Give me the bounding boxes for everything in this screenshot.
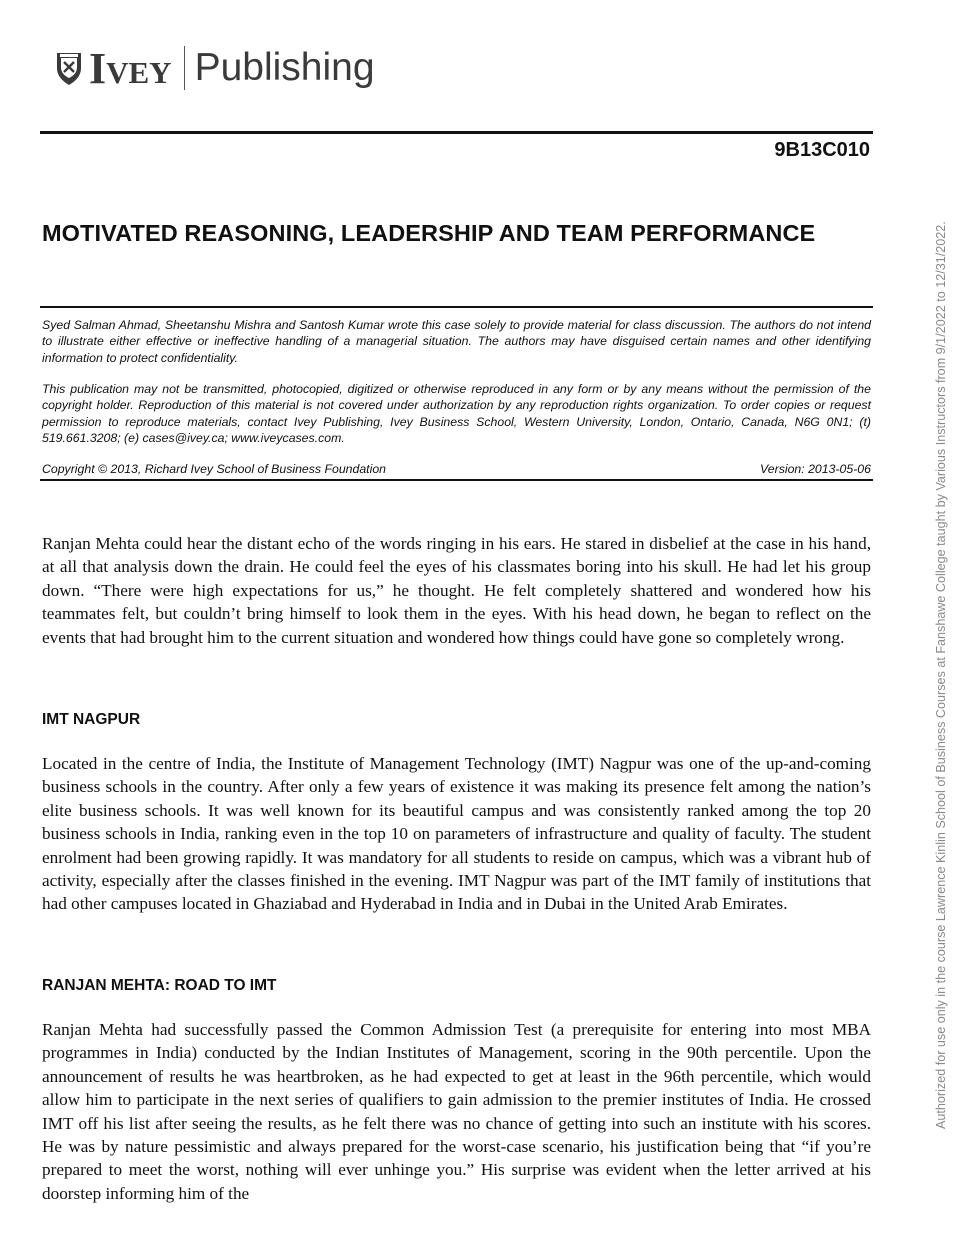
- disclaimer-bottom-rule: [40, 479, 873, 481]
- case-number: 9B13C010: [774, 139, 870, 161]
- intro-paragraph: Ranjan Mehta could hear the distant echo of the words ringing in his ears. He stared in disbelief at the case in his hand, at all that analysis down the drain. He could feel the eyes of his classmates boring into his skull. He had let his group down. “There were high expectations for us,” he thought. He felt completely shattered and wondered how his teammates felt, but couldn’t bring himself to look them in the eyes. With his head down, he began to reflect on the events that had brought him to the current situation and wondered how things could have gone so completely wrong.: [42, 534, 871, 647]
- section-heading-imt-nagpur: IMT NAGPUR: [42, 711, 141, 728]
- ivey-publishing-logo: [55, 40, 375, 96]
- authors-disclaimer: Syed Salman Ahmad, Sheetanshu Mishra and Santosh Kumar wrote this case solely to provide material for class discussion. The authors do not intend to illustrate either effective or ineffective handling of a managerial situation. The authors may have disguised certain names and other identifying information to protect confidentiality.: [42, 318, 871, 365]
- header-rule: [40, 131, 873, 134]
- shield-crest-icon: [55, 50, 83, 86]
- section-paragraph-imt-nagpur: Located in the centre of India, the Institute of Management Technology (IMT) Nagpur was one of the up-and-coming business schools in the country. After only a few years of existence it was making its presence felt among the nation’s elite business schools. It was well known for its beautiful campus and was consistently ranked among the top 20 business schools in India, ranking even in the top 10 on parameters of infrastructure and quality of faculty. The student enrolment had been growing rapidly. It was mandatory for all students to reside on campus, which was a vibrant hub of activity, especially after the classes finished in the evening. IMT Nagpur was part of the IMT family of institutions that had other campuses located in Ghaziabad and Hyderabad in India and in Dubai in the United Arab Emirates.: [42, 754, 871, 914]
- authorization-text: Authorized for use only in the course Lawrence Kinlin School of Business Courses at Fanshawe College taught by Various Instructors from 9/1/2022 to 12/31/2022.: [934, 221, 948, 1129]
- copyright-line: [42, 462, 871, 476]
- logo-separator: [184, 46, 185, 90]
- authorization-watermark: [933, 124, 953, 1129]
- publishing-label: Publishing: [194, 46, 375, 89]
- section-paragraph-road-to-imt: Ranjan Mehta had successfully passed the Common Admission Test (a prerequisite for entering into most MBA programmes in India) conducted by the Indian Institutes of Management, scoring in the 90th percentile. Upon the announcement of results he was heartbroken, as he had expected to get at least in the 96th percentile, which would allow him to participate in the next series of qualifiers to gain admission to the premier institutes of India. He crossed IMT off his list after seeing the results, as he felt there was no chance of getting into such an institute with his scores. He was by nature pessimistic and always prepared for the worst-case scenario, his justification being that “if you’re prepared to meet the worst, nothing will ever unhinge you.” His surprise was evident when the letter arrived at his doorstep informing him of the: [42, 1020, 871, 1203]
- ivey-wordmark: Ivey: [89, 43, 172, 93]
- version-text: Version: 2013-05-06: [760, 462, 871, 476]
- section-heading-road-to-imt: RANJAN MEHTA: ROAD TO IMT: [42, 977, 277, 994]
- permissions-notice: This publication may not be transmitted, photocopied, digitized or otherwise reproduced in any form or by any means without the permission of the copyright holder. Reproduction of this material is not covered under authorization by any reproduction rights organization. To order copies or request permission to reproduce materials, contact Ivey Publishing, Ivey Business School, Western University, London, Ontario, Canada, N6G 0N1; (t) 519.661.3208; (e) cases@ivey.ca; www.iveycases.com.: [42, 382, 871, 445]
- case-title: MOTIVATED REASONING, LEADERSHIP AND TEAM PERFORMANCE: [42, 220, 816, 246]
- copyright-text: Copyright © 2013, Richard Ivey School of Business Foundation: [42, 462, 387, 476]
- disclaimer-top-rule: [40, 306, 873, 308]
